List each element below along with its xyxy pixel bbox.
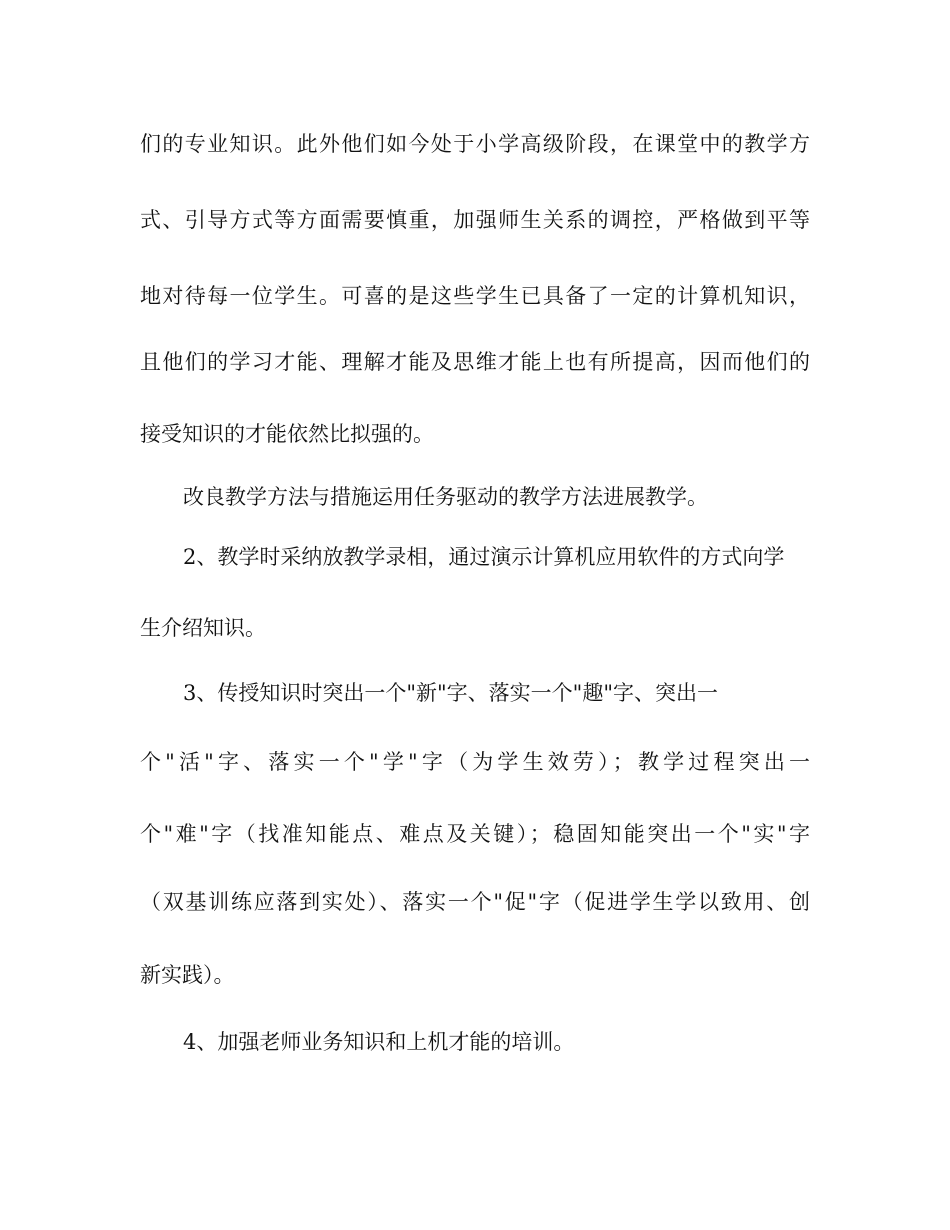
- paragraph-line: 式、引导方式等方面需要慎重，加强师生关系的调控，严格做到平等: [140, 208, 810, 232]
- paragraph-line: 地对待每一位学生。可喜的是这些学生已具备了一定的计算机知识，: [140, 284, 810, 308]
- paragraph-line: 个"活"字、落实一个"学"字（为学生效劳）；教学过程突出一: [140, 750, 810, 774]
- paragraph-line: 们的专业知识。此外他们如今处于小学高级阶段，在课堂中的教学方: [140, 132, 810, 156]
- paragraph-line: 生介绍知识。: [140, 616, 266, 640]
- paragraph-line: 新实践）。: [140, 963, 235, 987]
- list-item-3: 3、传授知识时突出一个"新"字、落实一个"趣"字、突出一: [183, 681, 718, 705]
- list-item-2: 2、教学时采纳放教学录相，通过演示计算机应用软件的方式向学: [183, 545, 785, 569]
- paragraph-line: 个"难"字（找准知能点、难点及关键）；稳固知能突出一个"实"字: [140, 822, 810, 846]
- paragraph-line: 且他们的学习才能、理解才能及思维才能上也有所提高，因而他们的: [140, 350, 810, 374]
- paragraph-line: 改良教学方法与措施运用任务驱动的教学方法进展教学。: [183, 485, 708, 509]
- paragraph-line: （双基训练应落到实处）、落实一个"促"字（促进学生学以致用、创: [140, 890, 810, 914]
- paragraph-line: 接受知识的才能依然比拟强的。: [140, 422, 434, 446]
- list-item-4: 4、加强老师业务知识和上机才能的培训。: [183, 1030, 575, 1054]
